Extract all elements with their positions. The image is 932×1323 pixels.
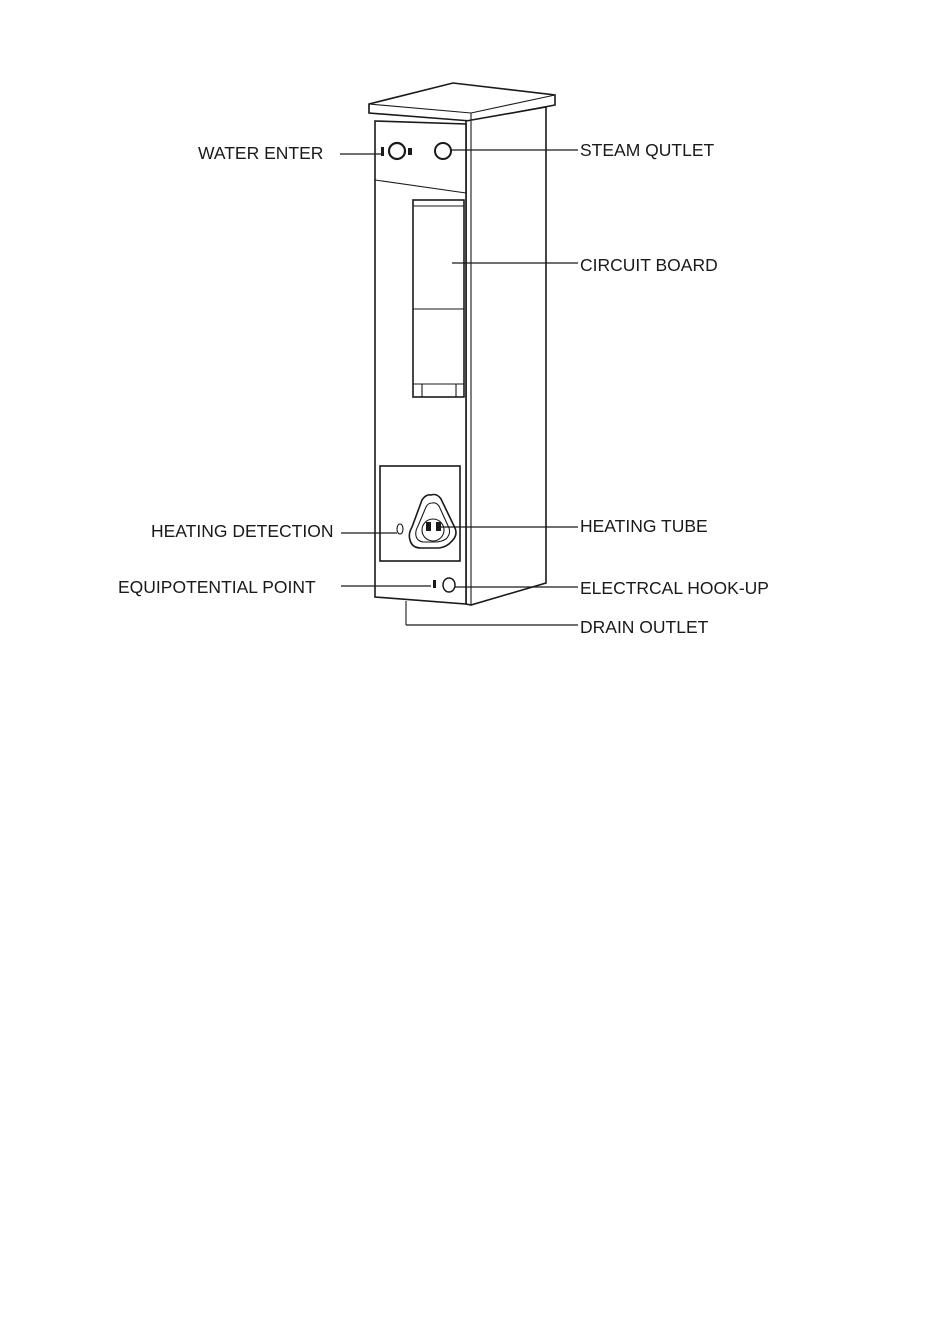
circuit-board [413, 200, 464, 397]
label-electrical-hookup: ELECTRCAL HOOK-UP [580, 578, 769, 598]
label-heating-tube: HEATING TUBE [580, 516, 708, 536]
label-drain-outlet: DRAIN OUTLET [580, 617, 709, 637]
steam-outlet-port [435, 143, 451, 159]
label-water-enter: WATER ENTER [198, 143, 324, 163]
cabinet-side-face [466, 107, 546, 605]
label-equipotential-point: EQUIPOTENTIAL POINT [118, 577, 316, 597]
electrical-hookup-port [443, 578, 455, 592]
equipotential-point-marker [433, 580, 436, 588]
label-circuit-board: CIRCUIT BOARD [580, 255, 718, 275]
cabinet [369, 83, 555, 625]
label-heating-detection: HEATING DETECTION [151, 521, 334, 541]
label-steam-outlet: STEAM QUTLET [580, 140, 715, 160]
